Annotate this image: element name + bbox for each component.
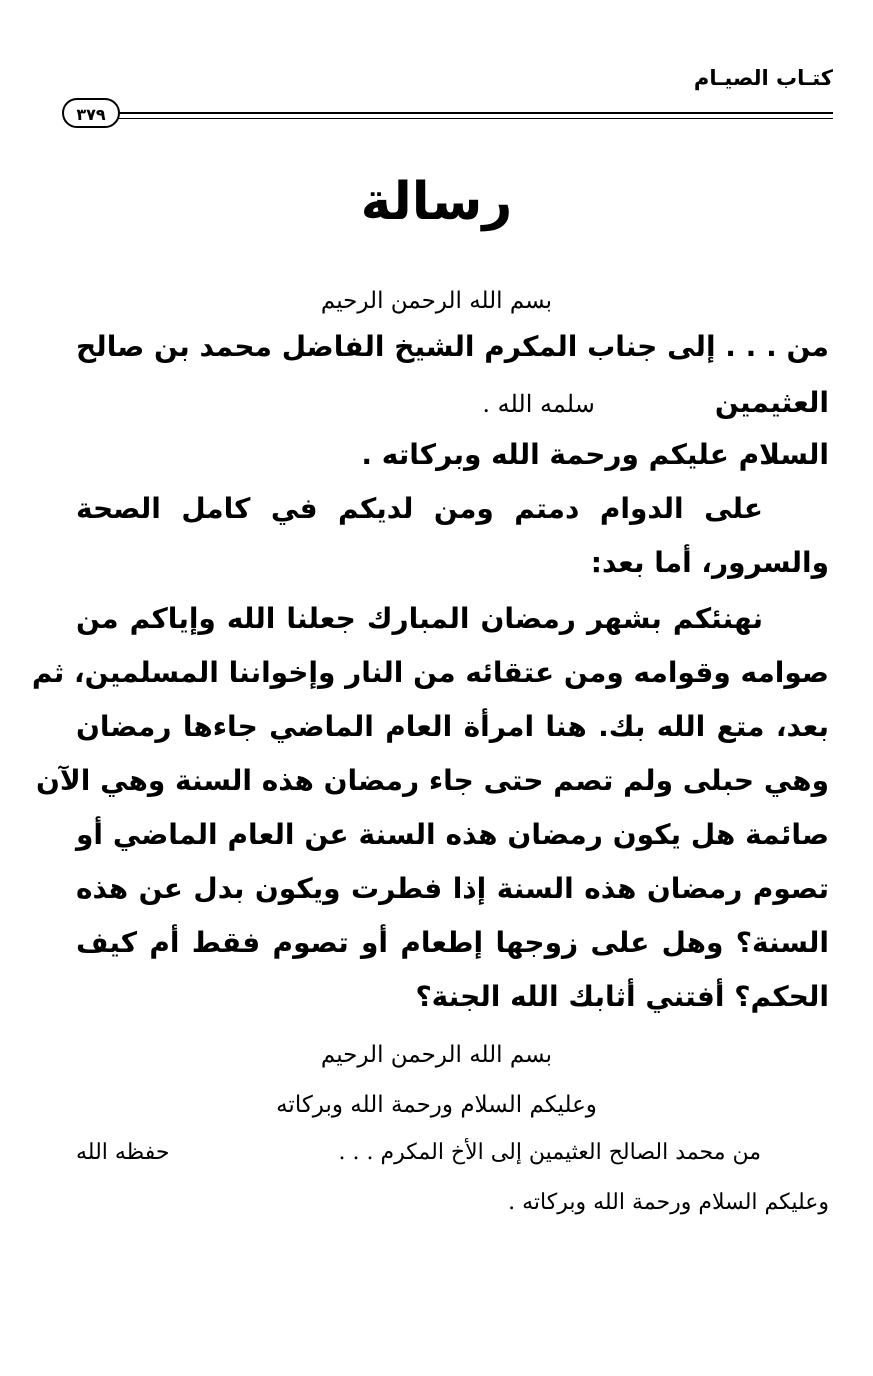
question-line-3: نهنئكم بشهر رمضان المبارك جعلنا الله وإياكم من [76, 602, 763, 635]
question-line-4: صوامه وقوامه ومن عتقائه من النار وإخواننا المسلمين، ثم [31, 656, 829, 689]
answer-closing-greeting: وعليكم السلام ورحمة الله وبركاته . [508, 1190, 829, 1215]
page-title: رسالة [360, 172, 513, 232]
answer-reply-greeting: وعليكم السلام ورحمة الله وبركاته [276, 1092, 597, 1118]
question-basmala: بسم الله الرحمن الرحيم [320, 288, 553, 314]
recipient-blessing: سلمه الله . [482, 390, 595, 418]
header-rule [118, 112, 833, 114]
header-rule-thin [118, 118, 833, 119]
question-line-1: على الدوام دمتم ومن لديكم في كامل الصحة [76, 492, 763, 525]
question-line-10: الحكم؟ أفتني أثابك الله الجنة؟ [415, 980, 829, 1013]
answer-from-blessing: حفظه الله [76, 1140, 170, 1165]
question-line-9: السنة؟ وهل على زوجها إطعام أو تصوم فقط أم كيف [76, 926, 829, 959]
question-line-8: تصوم رمضان هذه السنة إذا فطرت ويكون بدل عن هذه [76, 872, 829, 905]
question-greeting: السلام عليكم ورحمة الله وبركاته . [361, 438, 829, 471]
question-line-2: والسرور، أما بعد: [590, 546, 829, 579]
recipient-line [76, 386, 829, 419]
question-line-6: وهي حبلى ولم تصم حتى جاء رمضان هذه السنة وهي الآن [36, 764, 829, 797]
answer-basmala: بسم الله الرحمن الرحيم [320, 1042, 553, 1068]
running-head-title: كتـاب الصيـام [693, 66, 833, 90]
question-to-line: من . . . إلى جناب المكرم الشيخ الفاضل محمد بن صالح [76, 330, 829, 363]
question-line-5: بعد، متع الله بك. هنا امرأة العام الماضي جاءها رمضان [76, 710, 829, 743]
question-line-7: صائمة هل يكون رمضان هذه السنة عن العام الماضي أو [76, 818, 829, 851]
answer-from-text: من محمد الصالح العثيمين إلى الأخ المكرم . . . [338, 1140, 761, 1165]
answer-from-line [76, 1140, 761, 1165]
recipient-name: العثيمين [714, 386, 829, 419]
page-number: ٣٧٩ [62, 98, 120, 128]
